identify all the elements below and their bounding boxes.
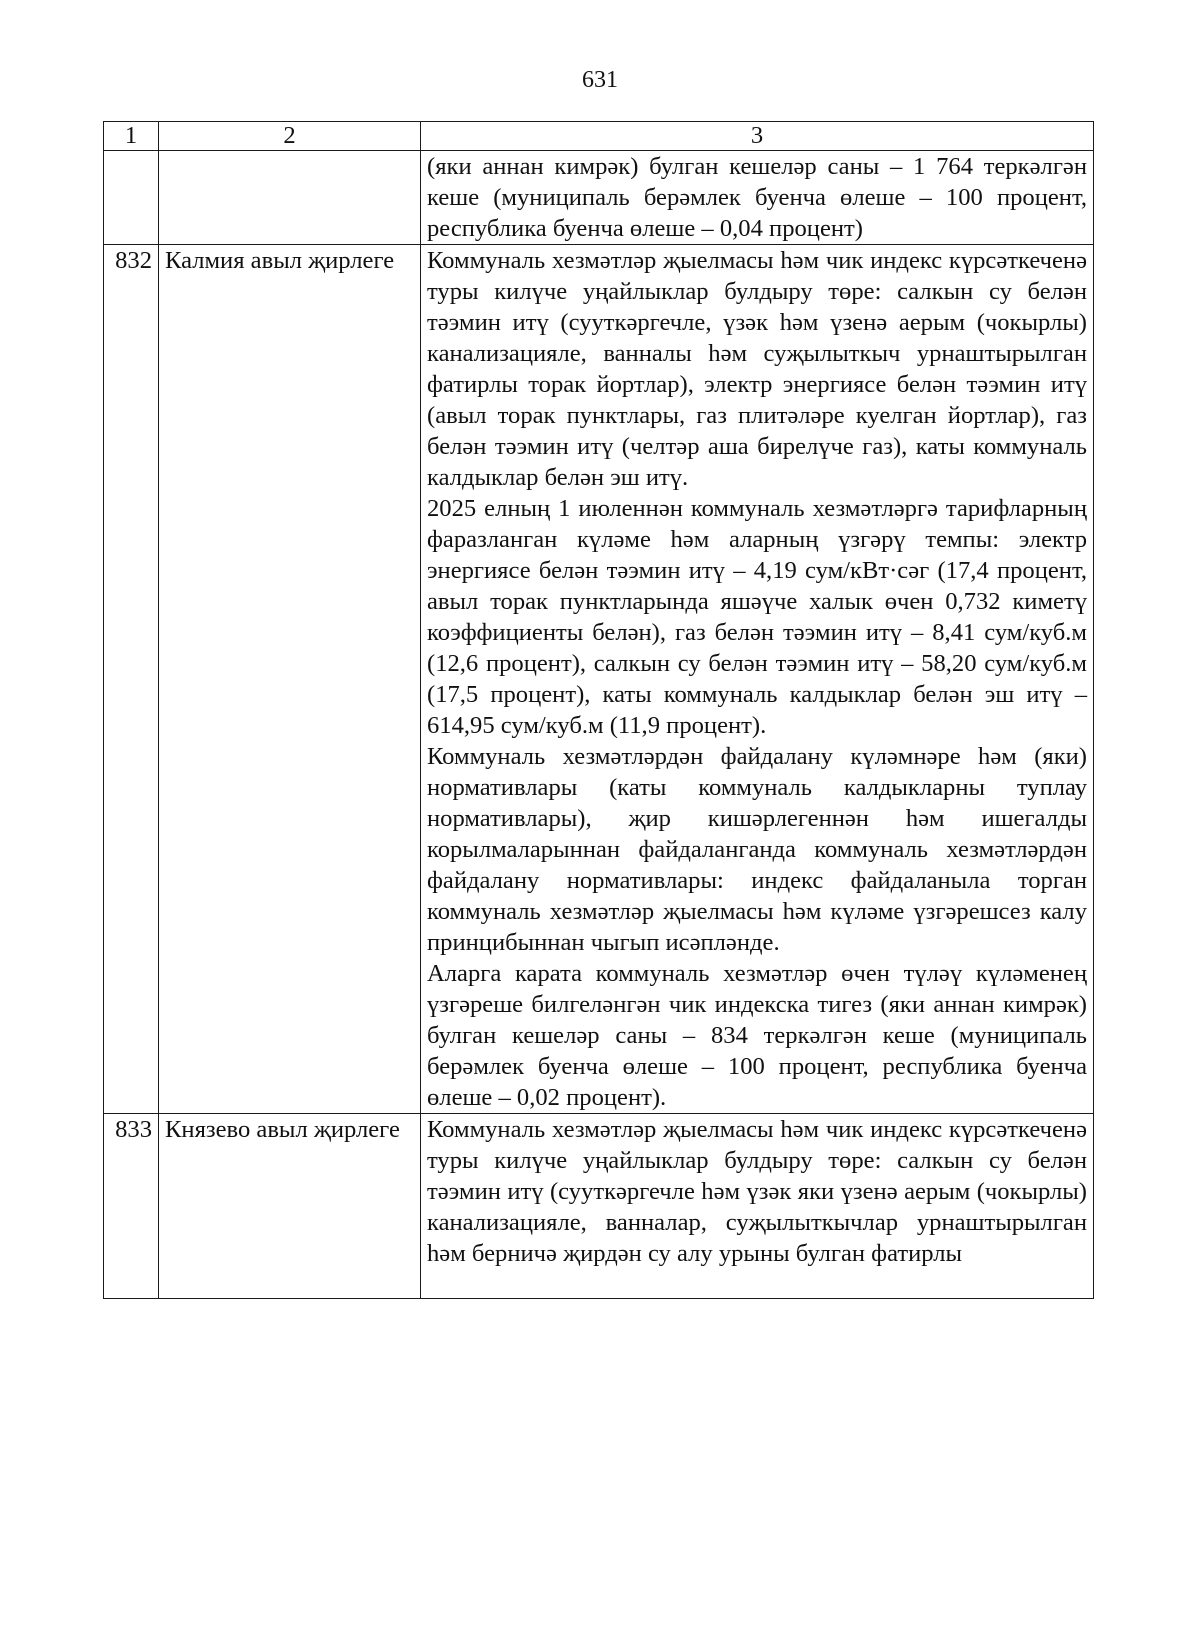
- row-description: [421, 1114, 1094, 1299]
- settlement-name: [159, 151, 421, 245]
- column-header-2: 2: [159, 122, 421, 151]
- row-number: [104, 151, 159, 245]
- table-row: [104, 245, 1094, 1114]
- row-number: 832: [104, 245, 159, 1114]
- column-header-1: 1: [104, 122, 159, 151]
- paragraph: 2025 елның 1 июленнән коммуналь хезмәтләргә тарифларның фаразланган күләме һәм аларның үзгәрү темпы: электр энергиясе белән тәэмин итү – 4,19 сум/кВт·сәг (17,4 процент, авыл торак пунктларында яшәүче халык өчен 0,732 киметү коэффициенты белән), газ белән тәэмин итү – 8,41 сум/куб.м (12,6 процент), салкын су белән тәэмин итү – 58,20 сум/куб.м (17,5 процент), каты коммуналь калдыклар белән эш итү – 614,95 сум/куб.м (11,9 процент).: [427, 495, 1087, 739]
- page-number: 631: [582, 67, 618, 93]
- settlement-name: Калмия авыл җирлеге: [159, 245, 421, 1114]
- continued-text: [427, 1114, 1087, 1298]
- row-description: [421, 245, 1094, 1114]
- table-header-row: [104, 122, 1094, 151]
- data-table: [103, 121, 1094, 1299]
- settlement-name: Князево авыл җирлеге: [159, 1114, 421, 1299]
- paragraph: Коммуналь хезмәтләр җыелмасы һәм чик индекс күрсәткеченә туры килүче уңайлыклар булдыру төре: салкын су белән тәэмин итү (сууткәргечле һәм үзәк яки үзенә аерым (чокырлы) канализацияле, ванналар, суҗылыткычлар урнаштырылган һәм берничә җирдән су алу урыны булган фатирлы: [427, 1116, 1087, 1267]
- column-header-3: 3: [421, 122, 1094, 151]
- row-number: 833: [104, 1114, 159, 1299]
- paragraph: Аларга карата коммуналь хезмәтләр өчен түләү күләменең үзгәреше билгеләнгән чик индекска тигез (яки аннан кимрәк) булган кешеләр саны – 834 теркәлгән кеше (муниципаль берәмлек буенча өлеше – 100 процент, республика буенча өлеше – 0,02 процент).: [427, 960, 1087, 1111]
- paragraph: (яки аннан кимрәк) булган кешеләр саны – 1 764 теркәлгән кеше (муниципаль берәмлек буенча өлеше – 100 процент, республика буенча өлеше – 0,04 процент): [427, 153, 1087, 242]
- table-row: [104, 151, 1094, 245]
- table-row: [104, 1114, 1094, 1299]
- row-description: [421, 151, 1094, 245]
- paragraph: Коммуналь хезмәтләр җыелмасы һәм чик индекс күрсәткеченә туры килүче уңайлыклар булдыру төре: салкын су белән тәэмин итү (сууткәргечле, үзәк һәм үзенә аерым (чокырлы) канализацияле, ванналы һәм суҗылыткыч урнаштырылган фатирлы торак йортлар), электр энергиясе белән тәэмин итү (авыл торак пунктлары, газ плитәләре куелган йортлар), газ белән тәэмин итү (челтәр аша бирелүче газ), каты коммуналь калдыклар белән эш итү.: [427, 247, 1087, 491]
- paragraph: Коммуналь хезмәтләрдән файдалану күләмнәре һәм (яки) нормативлары (каты коммуналь калдыкларны туплау нормативлары), җир кишәрлегеннән һәм ишегалды корылмаларыннан файдаланганда коммуналь хезмәтләрдән файдалану нормативлары: индекс файдаланыла торган коммуналь хезмәтләр җыелмасы һәм күләме үзгәрешсез калу принцибыннан чыгып исәпләнде.: [427, 743, 1087, 956]
